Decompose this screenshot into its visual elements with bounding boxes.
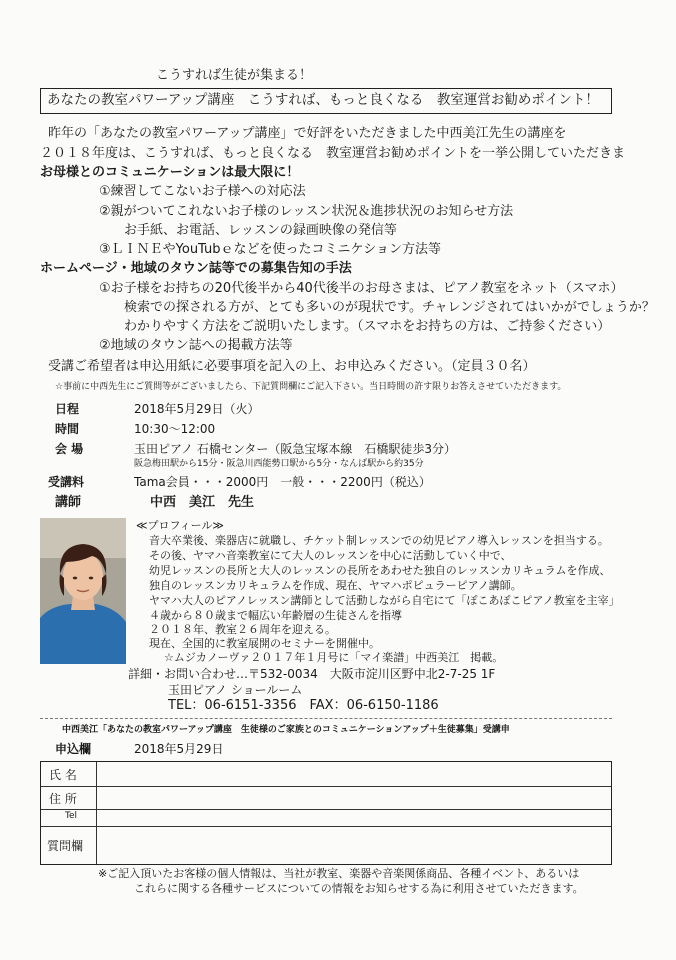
date-value: 2018年5月29日（火） [134, 402, 260, 416]
profile-line: 音大卒業後、楽器店に就職し、チケット制レッスンでの幼児ピアノ導入レッスンを担当する。 [149, 534, 609, 547]
section1-item-1: ①練習してこないお子様への対応法 [99, 184, 306, 199]
intro-line-1: 昨年の「あなたの教室パワーアップ講座」で好評をいただきました中西美江先生の講座を [48, 126, 567, 141]
privacy-line-1: ※ご記入頂いたお客様の個人情報は、当社が教室、楽器や音楽関係商品、各種イベント、あるいは [98, 867, 580, 880]
privacy-line-2: これらに関する各種サービスについての情報をお知らせする為に利用させていただきます。 [134, 882, 584, 895]
profile-line: ４歳から８０歳まで幅広い年齢層の生徒さんを指導 [149, 609, 402, 622]
section2-item-2: ②地域のタウン誌への掲載方法等 [99, 338, 293, 353]
application-form-table [40, 761, 612, 865]
venue-value: 玉田ピアノ 石橋センター（阪急宝塚本線 石橋駅徒歩3分） [134, 442, 457, 456]
address-label: 住 所 [49, 792, 77, 806]
address-field[interactable] [97, 787, 611, 809]
question-note: ☆事前に中西先生にご質問等がございましたら、下記質問欄にご記入下さい。当日時間の許す限りお答えさせていただきます。 [55, 382, 567, 392]
section2-item-1b: 検索での探される方が、とても多いのが現状です。チャレンジされてはいかがでしょうか？ [124, 300, 655, 315]
section2-heading: ホームページ・地域のタウン誌等での募集告知の手法 [40, 261, 352, 276]
name-field[interactable] [97, 762, 611, 786]
contact-line-3: TEL：06-6151-3356 FAX：06-6150-1186 [168, 698, 439, 713]
access-info: 阪急梅田駅から15分・阪急川西能勢口駅から5分・なんば駅から約35分 [134, 459, 424, 469]
venue-label: 会 場 [55, 442, 84, 456]
teacher-photo [40, 518, 126, 664]
teacher-label: 講師 [55, 495, 82, 510]
section1-item-2: ②親がついてこれないお子様のレッスン状況＆進捗状況のお知らせ方法 [99, 204, 514, 219]
cut-line [40, 718, 612, 719]
section2-item-1c: わかりやすく方法をご説明いたします。（スマホをお持ちの方は、ご持参ください） [124, 319, 611, 334]
time-label: 時間 [55, 422, 80, 436]
tel-row [41, 809, 611, 826]
profile-heading: ≪プロフィール≫ [136, 519, 224, 532]
section1-item-3: ③ＬＩＮＥやYouTubｅなどを使ったコミニケション方法等 [99, 242, 441, 257]
date-label: 日程 [55, 402, 80, 416]
address-row [41, 786, 611, 809]
tel-label: Tel [65, 811, 78, 821]
profile-line: ２０１８年、教室２６周年を迎える。 [149, 623, 336, 636]
profile-line: 幼児レッスンの長所と大人のレッスンの長所をあわせた独自のレッスンカリキュラムを作成、 [149, 564, 611, 577]
teacher-value: 中西 美江 先生 [150, 495, 255, 510]
name-row [41, 762, 611, 786]
time-value: 10:30〜12:00 [134, 422, 216, 436]
form-title: 中西美江「あなたの教室パワーアップ講座 生徒様のご家族とのコミュニケーションアップ＋生徒募集」受講申 [62, 725, 510, 735]
intro-line-2: ２０１８年度は、こうすれば、もっと良くなる 教室運営お勧めポイントを一挙公開していただきま [40, 146, 626, 161]
teacher-portrait-illustration [40, 518, 126, 664]
apply-note: 受講ご希望者は申込用紙に必要事項を記入の上、お申込みください。（定員３０名） [48, 359, 536, 374]
question-field[interactable] [97, 827, 611, 864]
section1-item-2b: お手紙、お電話、レッスンの録画映像の発信等 [124, 223, 397, 238]
contact-line-1: 詳細・お問い合わせ…〒532-0034 大阪市淀川区野中北2-7-25 1F [128, 667, 496, 681]
profile-line: ヤマハ大人のピアノレッスン講師として活動しながら自宅にて「ぽこあぽこピアノ教室を主宰」 [149, 594, 620, 607]
section2-item-1: ①お子様をお持ちの20代後半から40代後半のお母さまは、ピアノ教室をネット（スマホ） [99, 281, 624, 296]
title-box: あなたの教室パワーアップ講座 こうすれば、もっと良くなる 教室運営お勧めポイント！ [40, 88, 612, 114]
tel-field[interactable] [97, 810, 611, 826]
question-label: 質問欄 [47, 839, 84, 853]
fee-label: 受講料 [48, 475, 85, 489]
question-row [41, 826, 611, 864]
profile-line: ☆ムジカノーヴァ２０１７年１月号に「マイ楽譜」中西美江 掲載。 [164, 651, 504, 664]
name-label: 氏 名 [49, 768, 77, 782]
profile-line: その後、ヤマハ音楽教室にて大人のレッスンを中心に活動していく中で、 [149, 549, 512, 562]
form-label: 申込欄 [55, 742, 92, 756]
profile-line: 独自のレッスンカリキュラムを作成、現在、ヤマハポピュラーピアノ講師。 [149, 579, 522, 592]
fee-value: Tama会員・・・2000円 一般・・・2200円（税込） [134, 475, 431, 489]
form-date: 2018年5月29日 [134, 742, 224, 756]
contact-line-2: 玉田ピアノ ショールーム [168, 683, 303, 697]
tagline: こうすれば生徒が集まる！ [156, 68, 313, 83]
section1-heading: お母様とのコミュニケーションは最大限に！ [40, 165, 300, 180]
profile-line: 現在、全国的に教室展開のセミナーを開催中。 [149, 637, 380, 650]
